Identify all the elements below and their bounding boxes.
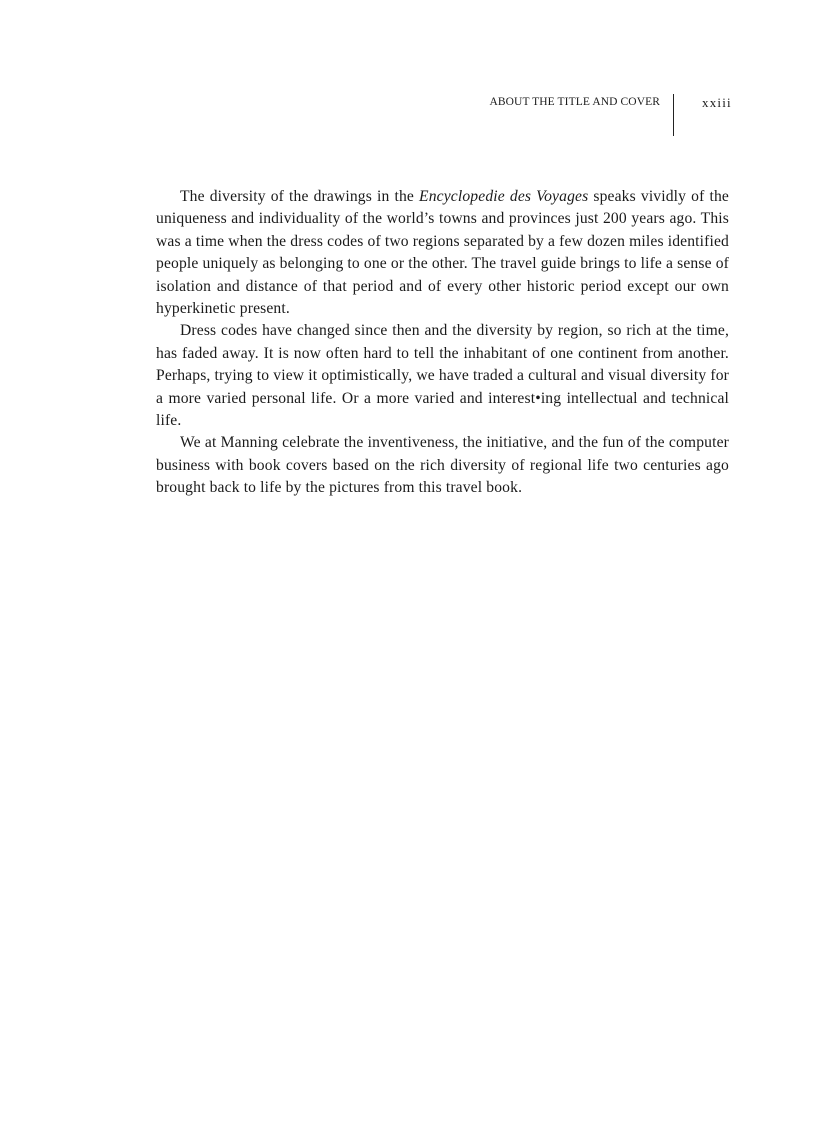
paragraph-1 (156, 186, 729, 320)
section-title: ABOUT THE TITLE AND COVER (489, 96, 660, 108)
body-text (156, 186, 729, 500)
paragraph-1-lead: The diversity of the drawings in the (180, 188, 420, 205)
header-divider (673, 94, 674, 136)
page-number: xxiii (702, 95, 732, 110)
book-title-reference: Encyclopedie des Voyages (419, 188, 589, 205)
paragraph-3: We at Manning celebrate the inventiveness, the initiative, and the fun of the computer business with book covers based on the rich diversity of regional life two centuries ago brought back to life by the pictures from this travel book. (156, 434, 729, 497)
running-head (0, 94, 816, 138)
paragraph-1-rest: speaks vividly of the uniqueness and individuality of the world’s towns and provinces just 200 years ago. This was a time when the dress codes of two regions separated by a few dozen miles identified people uniquely as belonging to one or the other. The travel guide brings to life a sense of isolation and distance of that period and of every other historic period except our own hyperkinetic present. (156, 188, 730, 318)
paragraph-2: Dress codes have changed since then and the diversity by region, so rich at the time, has faded away. It is now often hard to tell the inhabitant of one continent from another. Perhaps, trying to view it optimistically, we have traded a cultural and visual diversity for a more varied personal life. Or a more varied and interest•ing intellectual and technical life. (156, 322, 729, 430)
